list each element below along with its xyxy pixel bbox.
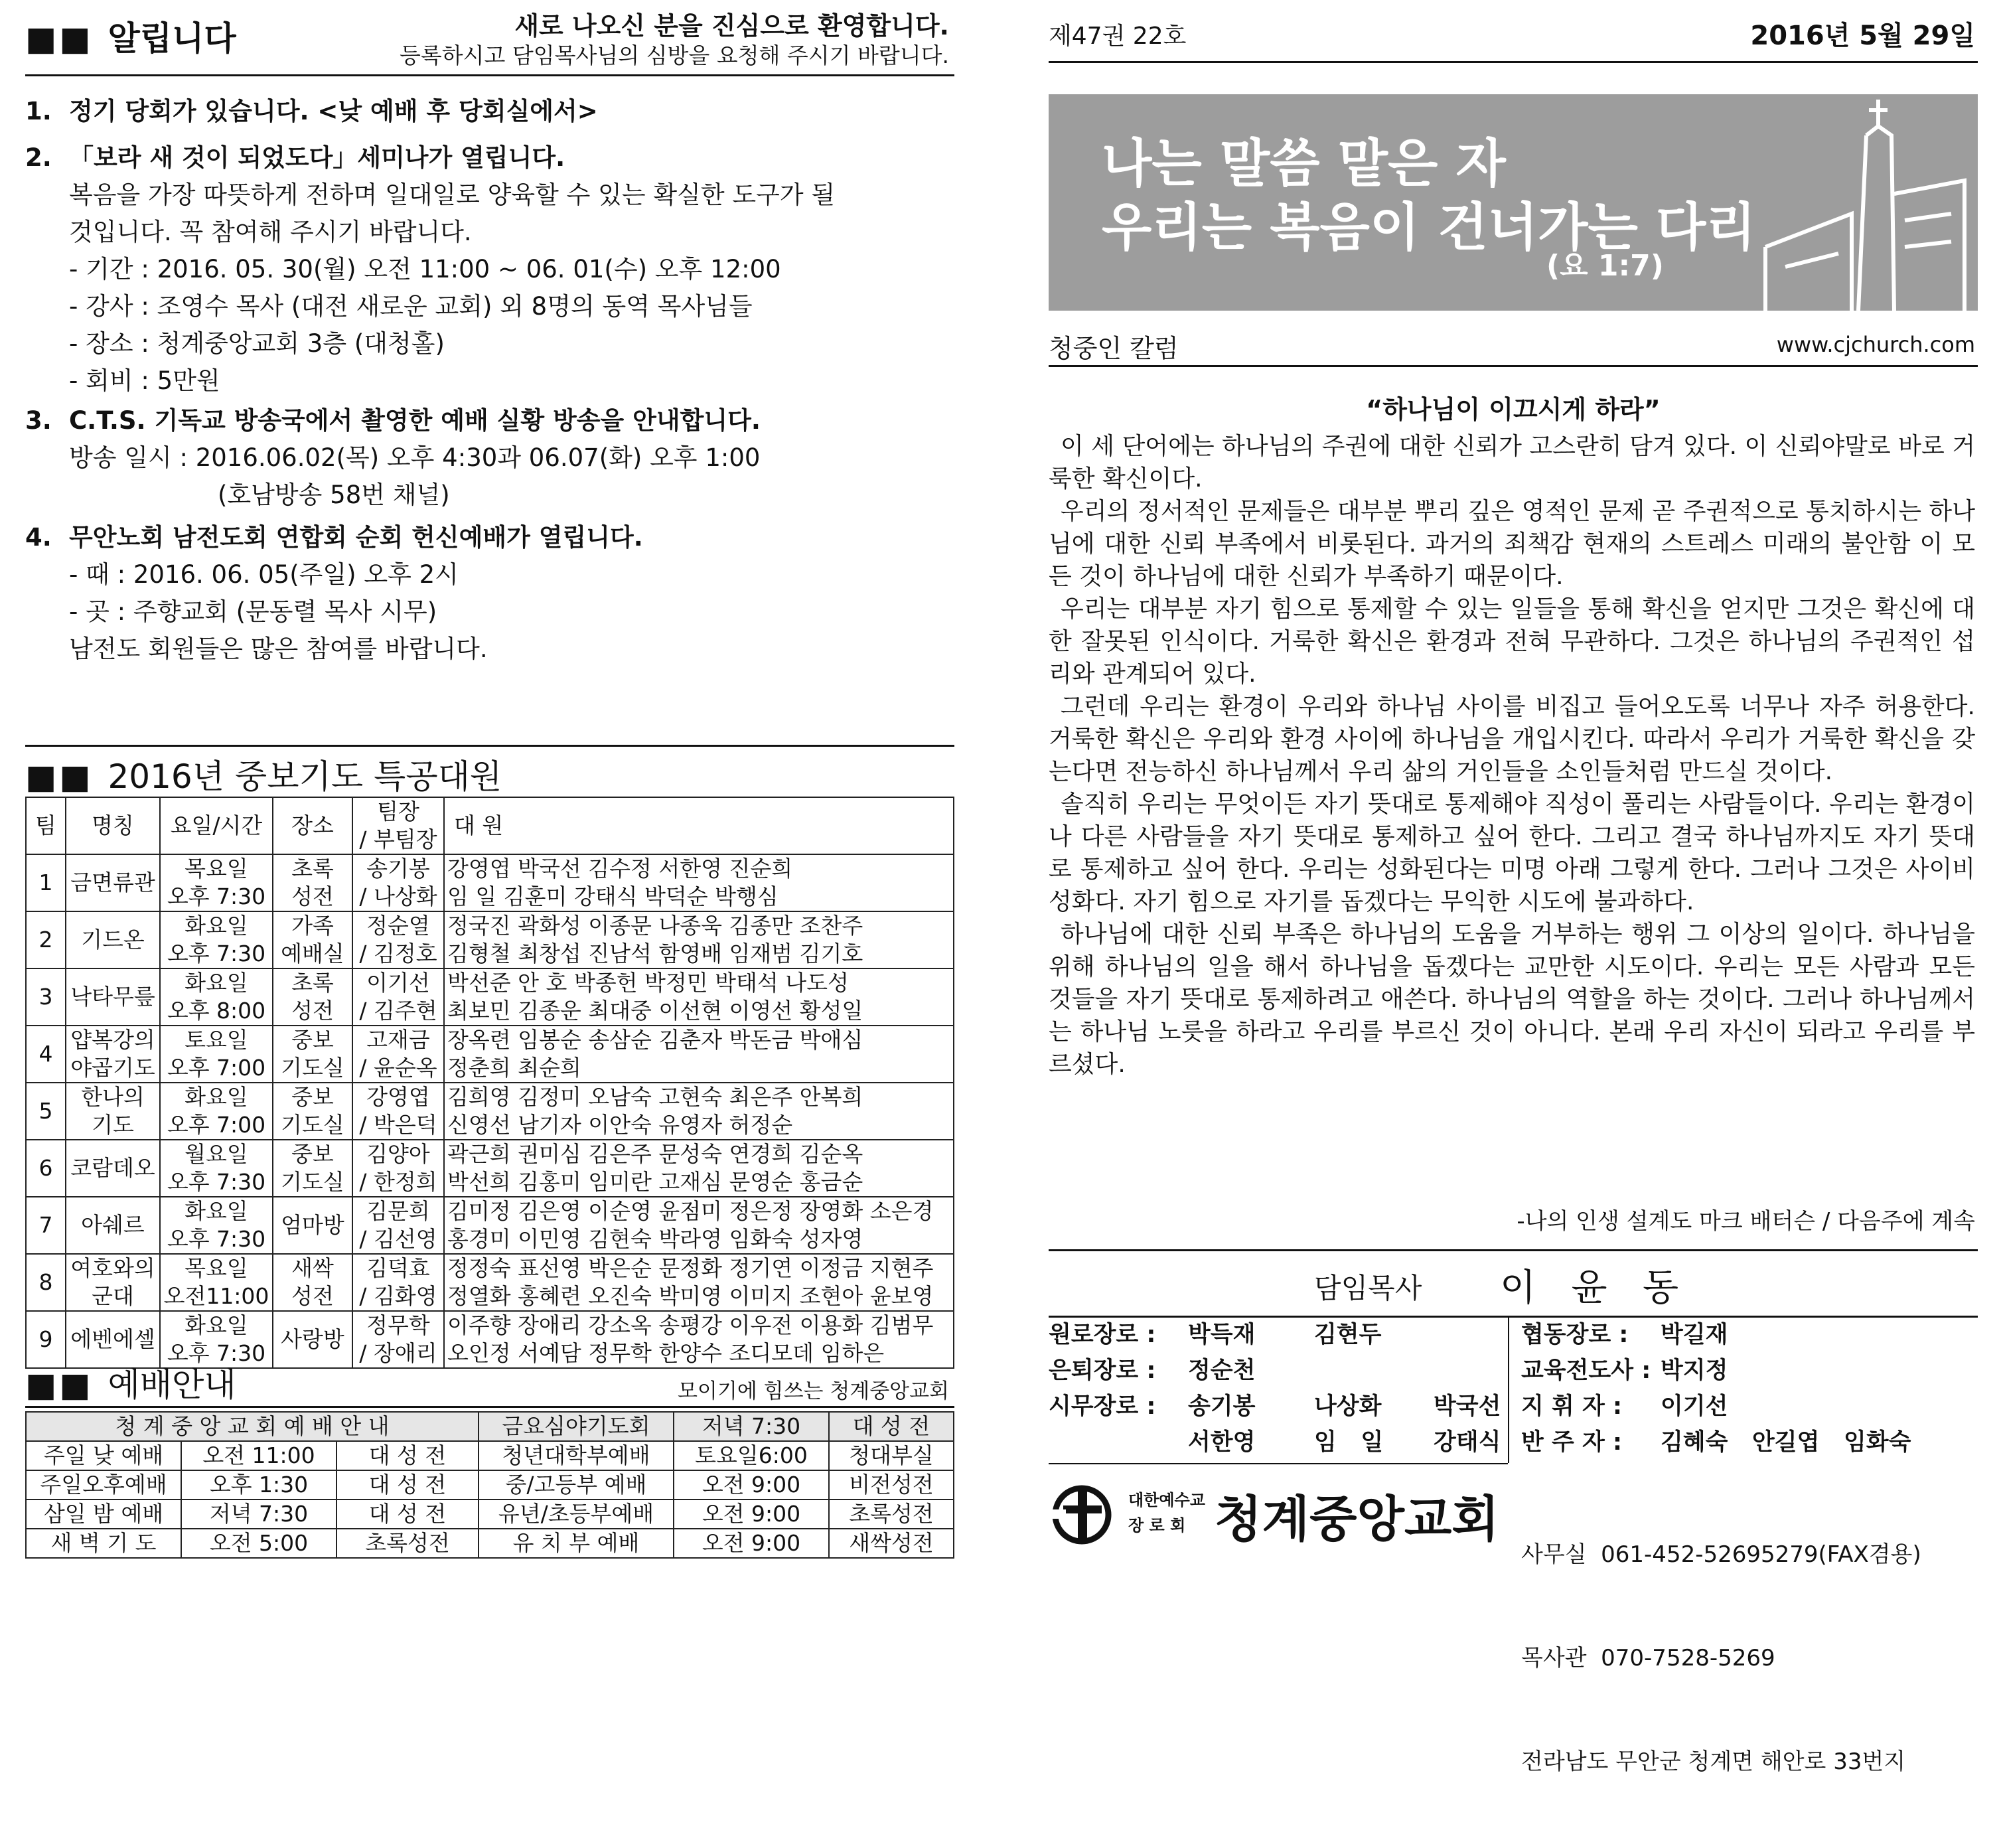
notice-line: 것입니다. 꼭 참여해 주시기 바랍니다. (69, 218, 472, 246)
table-cell-time: 화요일 오후 7:30 (160, 1197, 273, 1254)
service-place: 대 성 전 (336, 1500, 479, 1529)
table-cell-members: 정정숙 표선영 박은순 문정화 정기연 이정금 지현주 정열화 홍혜련 오진숙 박미영 이미지 조현아 윤보영 (444, 1254, 954, 1311)
service-place: 초록성전 (336, 1529, 479, 1558)
divider (1049, 365, 1978, 367)
col-header: 대 원 (444, 797, 954, 854)
divider (25, 74, 954, 76)
table-cell-leader: 김양아 / 한정희 (352, 1140, 444, 1197)
column-paragraph: 우리의 정서적인 문제들은 대부분 뿌리 깊은 영적인 문제 곧 주권적으로 통치하시는 하나님에 대한 신뢰 부족에서 비롯된다. 과거의 죄책감 현재의 스트레스 미래의 불안함 이 모든 것이 하나님에 대한 신뢰가 부족하기 때문이다. (1049, 498, 1975, 590)
table-cell-time: 화요일 오후 7:30 (160, 911, 273, 968)
notice-line: 방송 일시 : 2016.06.02(목) 오후 4:30과 06.07(화) 오후 1:00 (69, 443, 761, 472)
prayer-team-table (25, 797, 954, 1369)
table-cell-name: 여호와의 군대 (66, 1254, 160, 1311)
banner-line-2: 우리는 복음이 건너가는 다리 (1102, 198, 1756, 258)
service-time: 토요일6:00 (674, 1441, 829, 1470)
table-cell-place: 엄마방 (273, 1197, 352, 1254)
service-place: 대 성 전 (829, 1412, 954, 1441)
col-header: 장소 (273, 797, 352, 854)
table-cell-team: 3 (26, 968, 66, 1026)
table-cell-members: 김미정 김은영 이순영 윤점미 정은정 장영화 소은경 홍경미 이민영 김현숙 박라영 임화숙 성자영 (444, 1197, 954, 1254)
table-cell-time: 목요일 오전11:00 (160, 1254, 273, 1311)
column-paragraph: 솔직히 우리는 무엇이든 자기 뜻대로 통제해야 직성이 풀리는 사람들이다. 우리는 환경이나 다른 사람들을 자기 뜻대로 통제하고 싶어 한다. 그리고 결국 하나님까지도 자기 뜻대로 통제하고 싶어 한다. 우리는 성화된다는 미명 아래 그렇게 한다. 그러나 그것은 사이비 성화다. 자기 힘으로 자기를 돕겠다는 무익한 시도에 불과하다. (1049, 791, 1975, 915)
table-cell-team: 7 (26, 1197, 66, 1254)
service-name: 중/고등부 예배 (479, 1470, 674, 1500)
table-cell-team: 9 (26, 1311, 66, 1368)
service-time: 오전 9:00 (674, 1500, 829, 1529)
table-cell-team: 2 (26, 911, 66, 968)
notices-heading: ■■ 알립니다 (25, 19, 236, 58)
notice-line: - 곳 : 주향교회 (문동렬 목사 시무) (69, 597, 437, 626)
divider (25, 1406, 954, 1408)
table-cell-name: 에벤에셀 (66, 1311, 160, 1368)
table-cell-members: 장옥련 임봉순 송삼순 김춘자 박돈금 박애심 정춘희 최순희 (444, 1026, 954, 1083)
issue-date: 2016년 5월 29일 (1750, 21, 1975, 51)
table-cell-place: 중보 기도실 (273, 1140, 352, 1197)
service-place: 대 성 전 (336, 1441, 479, 1470)
service-place: 새싹성전 (829, 1529, 954, 1558)
table-cell-place: 가족 예배실 (273, 911, 352, 968)
table-header-row (26, 797, 954, 854)
prayer-heading: ■■ 2016년 중보기도 특공대원 (25, 757, 502, 796)
church-building-icon (1752, 94, 1978, 311)
column-paragraph: 그런데 우리는 환경이 우리와 하나님 사이를 비집고 들어오도록 너무나 자주 허용한다. 거룩한 확신은 우리와 환경 사이에 하나님을 개입시킨다. 따라서 우리가 거룩한 확신을 갖는다면 전능하신 하나님께서 우리 삶의 거인들을 소인들처럼 만드실 것이다. (1049, 693, 1975, 785)
table-cell-name: 한나의 기도 (66, 1083, 160, 1140)
col-header: 팀장 / 부팀장 (352, 797, 444, 854)
notice-line: 「보라 새 것이 되었도다」세미나가 열립니다. (69, 143, 565, 172)
service-name: 주일오후예배 (26, 1470, 181, 1500)
table-cell-place: 중보 기도실 (273, 1026, 352, 1083)
notice-line: - 강사 : 조영수 목사 (대전 새로운 교회) 외 8명의 동역 목사님들 (69, 292, 753, 321)
table-cell-place: 새싹 성전 (273, 1254, 352, 1311)
welcome-line-2: 등록하시고 담임목사님의 심방을 요청해 주시기 바랍니다. (399, 42, 949, 68)
service-time: 오전 5:00 (181, 1529, 336, 1558)
table-cell-place: 중보 기도실 (273, 1083, 352, 1140)
table-cell-place: 초록 성전 (273, 968, 352, 1026)
table-row (26, 1500, 954, 1529)
service-time: 저녁 7:30 (181, 1500, 336, 1529)
pastor-label: 담임목사 (1314, 1272, 1422, 1304)
table-row (26, 1140, 954, 1197)
table-cell-name: 얍복강의 야곱기도 (66, 1026, 160, 1083)
service-time: 오전 9:00 (674, 1470, 829, 1500)
table-cell-place: 사랑방 (273, 1311, 352, 1368)
service-name: 주일 낮 예배 (26, 1441, 181, 1470)
service-place: 초록성전 (829, 1500, 954, 1529)
notice-line: - 기간 : 2016. 05. 30(월) 오전 11:00 ~ 06. 01(수) 오후 12:00 (69, 255, 781, 283)
notice-line: 남전도 회원들은 많은 참여를 바랍니다. (69, 635, 488, 663)
notice-line: - 때 : 2016. 06. 05(주일) 오후 2시 (69, 560, 459, 589)
issue-volume: 제47권 22호 (1049, 23, 1187, 50)
church-logo (1049, 1475, 1500, 1555)
table-cell-name: 금면류관 (66, 854, 160, 911)
notice-line: 복음을 가장 따뜻하게 전하며 일대일로 양육할 수 있는 확실한 도구가 될 (69, 181, 836, 209)
service-place: 청대부실 (829, 1441, 954, 1470)
service-time: 오후 1:30 (181, 1470, 336, 1500)
table-row (26, 1026, 954, 1083)
notice-line: C.T.S. 기독교 방송국에서 촬영한 예배 실황 방송을 안내합니다. (69, 406, 761, 435)
table-cell-name: 낙타무릎 (66, 968, 160, 1026)
notice-number: 2. (25, 143, 52, 172)
worship-heading: ■■ 예배안내 (25, 1365, 236, 1404)
church-name: 청계중앙교회 (1215, 1491, 1499, 1548)
church-website: www.cjchurch.com (1776, 332, 1975, 357)
column-section-label: 청중인 칼럼 (1049, 334, 1179, 363)
pastor-name: 이 윤 동 (1500, 1267, 1679, 1310)
table-cell-members: 김희영 김정미 오남숙 고현숙 최은주 안복희 신영선 남기자 이안숙 유영자 허정순 (444, 1083, 954, 1140)
contact-info (1521, 1468, 1921, 1848)
table-row (26, 1197, 954, 1254)
manse-phone: 목사관 070-7528-5269 (1521, 1645, 1775, 1671)
table-cell-time: 토요일 오후 7:00 (160, 1026, 273, 1083)
prayer-table-body (26, 854, 954, 1368)
service-name: 청년대학부예배 (479, 1441, 674, 1470)
notice-number: 4. (25, 523, 52, 552)
table-cell-team: 5 (26, 1083, 66, 1140)
table-row (26, 968, 954, 1026)
table-cell-name: 기드온 (66, 911, 160, 968)
col-header: 요일/시간 (160, 797, 273, 854)
table-row (26, 1529, 954, 1558)
table-row (26, 1441, 954, 1470)
worship-slogan: 모이기에 힘쓰는 청계중앙교회 (677, 1379, 949, 1403)
denomination-line-1: 대한예수교 (1128, 1491, 1205, 1509)
divider (25, 745, 954, 747)
table-cell-leader: 김덕효 / 김화영 (352, 1254, 444, 1311)
table-cell-time: 화요일 오후 7:30 (160, 1311, 273, 1368)
column-title: “하나님이 이끄시게 하라” (1366, 395, 1661, 424)
column-source: -나의 인생 설계도 마크 배터슨 / 다음주에 계속 (1517, 1208, 1975, 1235)
table-cell-time: 월요일 오후 7:30 (160, 1140, 273, 1197)
column-paragraph: 하나님에 대한 신뢰 부족은 하나님의 도움을 거부하는 행위 그 이상의 일이다. 하나님을 위해 하나님의 일을 해서 하나님을 돕겠다는 교만한 시도이다. 우리는 모든 사람과 모든 것들을 자기 뜻대로 통제하려고 애쓴다. 하나님의 역할을 하는 것이다. 그러나 하나님께서는 하나님 노릇을 하라고 우리를 부르신 것이 아니다. 본래 우리 자신이 되라고 우리를 부르셨다. (1049, 921, 1975, 1078)
table-cell-team: 8 (26, 1254, 66, 1311)
table-cell-team: 1 (26, 854, 66, 911)
table-cell-members: 정국진 곽화성 이종문 나종욱 김종만 조찬주 김형철 최창섭 진남석 함영배 임재범 김기호 (444, 911, 954, 968)
church-address: 전라남도 무안군 청계면 해안로 33번지 (1521, 1748, 1906, 1775)
service-name: 유년/초등부예배 (479, 1500, 674, 1529)
table-row (26, 1254, 954, 1311)
table-cell-leader: 김문희 / 김선영 (352, 1197, 444, 1254)
notice-line: - 장소 : 청계중앙교회 3층 (대청홀) (69, 329, 445, 358)
square-bullets-icon: ■■ (25, 757, 94, 796)
notice-line: 무안노회 남전도회 연합회 순회 헌신예배가 열립니다. (69, 523, 643, 552)
notice-line: - 회비 : 5만원 (69, 366, 220, 395)
table-cell-leader: 정순열 / 김정호 (352, 911, 444, 968)
office-phone: 사무실 061-452-52695279(FAX겸용) (1521, 1541, 1921, 1568)
table-cell-leader: 정무학 / 장애리 (352, 1311, 444, 1368)
table-cell-name: 코람데오 (66, 1140, 160, 1197)
notice-number: 3. (25, 406, 52, 435)
table-cell-team: 6 (26, 1140, 66, 1197)
banner-line-1: 나는 말씀 맡은 자 (1102, 134, 1506, 194)
left-page (0, 0, 976, 1571)
church-emblem-icon (1049, 1482, 1115, 1548)
banner-reference: (요 1:7) (1546, 249, 1664, 283)
service-name: 삼일 밤 예배 (26, 1500, 181, 1529)
table-cell-members: 곽근희 권미심 김은주 문성숙 연경희 김순옥 박선희 김홍미 임미란 고재심 문영순 홍금순 (444, 1140, 954, 1197)
service-place: 대 성 전 (336, 1470, 479, 1500)
column-paragraph: 이 세 단어에는 하나님의 주권에 대한 신뢰가 고스란히 담겨 있다. 이 신뢰야말로 바로 거룩한 확신이다. (1049, 433, 1975, 493)
table-cell-time: 화요일 오후 8:00 (160, 968, 273, 1026)
table-cell-team: 4 (26, 1026, 66, 1083)
divider (1049, 61, 1978, 63)
table-row (26, 1470, 954, 1500)
table-cell-leader: 송기봉 / 나상화 (352, 854, 444, 911)
service-name: 금요심야기도회 (479, 1412, 674, 1441)
column-body (1049, 430, 1975, 1081)
notice-line: 정기 당회가 있습니다. <낮 예배 후 당회실에서> (69, 97, 598, 125)
welcome-line-1: 새로 나오신 분을 진심으로 환영합니다. (514, 11, 949, 40)
vertical-divider (1508, 1317, 1509, 1463)
theme-banner (1049, 94, 1978, 311)
table-row (26, 911, 954, 968)
denomination-line-2: 장 로 회 (1128, 1516, 1186, 1535)
table-cell-time: 목요일 오후 7:30 (160, 854, 273, 911)
col-header: 팀 (26, 797, 66, 854)
worship-schedule-table (25, 1411, 954, 1559)
table-cell-leader: 고재금 / 윤순옥 (352, 1026, 444, 1083)
table-cell-leader: 강영엽 / 박은덕 (352, 1083, 444, 1140)
service-time: 오전 11:00 (181, 1441, 336, 1470)
table-cell-leader: 이기선 / 김주현 (352, 968, 444, 1026)
right-page: 제47권 22호 2016년 5월 29일 나는 말씀 맡은 자 우리는 복음이 건너가는 다리 (요 1:7) 청중인 칼럼 www.cjchurch.com “하나님이 이끄시게 하라” 이 세 단어에는 하나님의 주권에 대한 신뢰가 고스란히 담겨 있다. 이 신뢰야말로 바로 거룩한 확신이다. 우리의 정서적인 문제들은 대부분 뿌리 깊은 영적인 문제 곧 주권적으로 통치하시는 하나님에 대한 신뢰 부족에서 비롯된다. 과거의 죄책감 현재의 스트레스 미래의 불안함 이 모든 것이 하나님에 대한 신뢰가 부족하기 때문이다. 우리는 대부분 자기 힘으로 통제할 수 있는 일들을 통해 확신을 얻지만 그것은 확신에 대한 잘못된 인식이다. 거룩한 확신은 환경과 전혀 무관하다. 그것은 하나님의 주권적인 섭리와 관계되어 있다. 그런데 우리는 환경이 우리와 하나님 사이를 비집고 들어오도록 너무나 자주 허용한다. 거룩한 확신은 우리와 환경 사이에 하나님을 개입시킨다. 따라서 우리가 거룩한 확신을 갖는다면 전능하신 하나님께서 우리 삶의 거인들을 소인들처럼 만드실 것이다. 솔직히 우리는 무엇이든 자기 뜻대로 통제해야 직성이 풀리는 사람들이다. 우리는 환경이나 다른 사람들을 자기 뜻대로 통제하고 싶어 한다. 그리고 결국 하나님까지도 자기 뜻대로 통제하고 싶어 한다. 우리는 성화된다는 미명 아래 그렇게 한다. 그러나 그것은 사이비 성화다. 자기 힘으로 자기를 돕겠다는 무익한 시도에 불과하다. 하나님에 대한 신뢰 부족은 하나님의 도움을 거부하는 행위 그 이상의 일이다. 하나님을 위해 하나님의 일을 해서 하나님을 돕겠다는 교만한 시도이다. 우리는 모든 사람과 모든 것들을 자기 뜻대로 통제하려고 애쓴다. 하나님의 역할을 하는 것이다. 그러나 하나님께서는 하나님 노릇을 하라고 우리를 부르신 것이 아니다. 본래 우리 자신이 되라고 우리를 부르셨다. -나의 인생 설계도 마크 배터슨 / 다음주에 계속 담임목사 이 윤 동 원로장로 : 박득재 김현두 은퇴장로 : 정순천 시무장로 : 송기봉 나상화 박국선 서한영 임 일 강태식 협동장로 : 박길재 교육전도사 : 박지정 지 휘 자 : 이기선 반 주 자 : 김혜숙 안길엽 임화숙 대한예수교 장 로 회 청계중앙교회 사무실 061-452-52695279(FAX겸용) 목사관 070-7528-5269 전라남도 무안군 청계면 해안로 33번지 (1035, 0, 1991, 1571)
table-cell-time: 화요일 오후 7:00 (160, 1083, 273, 1140)
table-row (26, 1083, 954, 1140)
table-cell-place: 초록 성전 (273, 854, 352, 911)
service-time: 오전 9:00 (674, 1529, 829, 1558)
table-row (26, 854, 954, 911)
table-cell-name: 아쉐르 (66, 1197, 160, 1254)
column-paragraph: 우리는 대부분 자기 힘으로 통제할 수 있는 일들을 통해 확신을 얻지만 그것은 확신에 대한 잘못된 인식이다. 거룩한 확신은 환경과 전혀 무관하다. 그것은 하나님의 주권적인 섭리와 관계되어 있다. (1049, 595, 1975, 688)
divider (1049, 1249, 1978, 1251)
table-cell-members: 이주향 장애리 강소옥 송평강 이우전 이용화 김범무 오인정 서예담 정무학 한양수 조디모데 임하은 (444, 1311, 954, 1368)
notice-number: 1. (25, 97, 52, 125)
notice-line: (호남방송 58번 채널) (218, 481, 450, 509)
col-header: 명칭 (66, 797, 160, 854)
table-cell-members: 강영엽 박국선 김수정 서한영 진순희 임 일 김훈미 강태식 박덕순 박행심 (444, 854, 954, 911)
table-row (26, 1412, 954, 1441)
square-bullets-icon: ■■ (25, 19, 94, 58)
table-cell-members: 박선준 안 호 박종헌 박정민 박태석 나도성 최보민 김종운 최대중 이선현 이영선 황성일 (444, 968, 954, 1026)
service-place: 비전성전 (829, 1470, 954, 1500)
service-time: 저녁 7:30 (674, 1412, 829, 1441)
square-bullets-icon: ■■ (25, 1365, 94, 1404)
divider (1049, 1463, 1508, 1464)
service-name: 유 치 부 예배 (479, 1529, 674, 1558)
schedule-title: 청 계 중 앙 교 회 예 배 안 내 (26, 1412, 479, 1441)
service-name: 새 벽 기 도 (26, 1529, 181, 1558)
